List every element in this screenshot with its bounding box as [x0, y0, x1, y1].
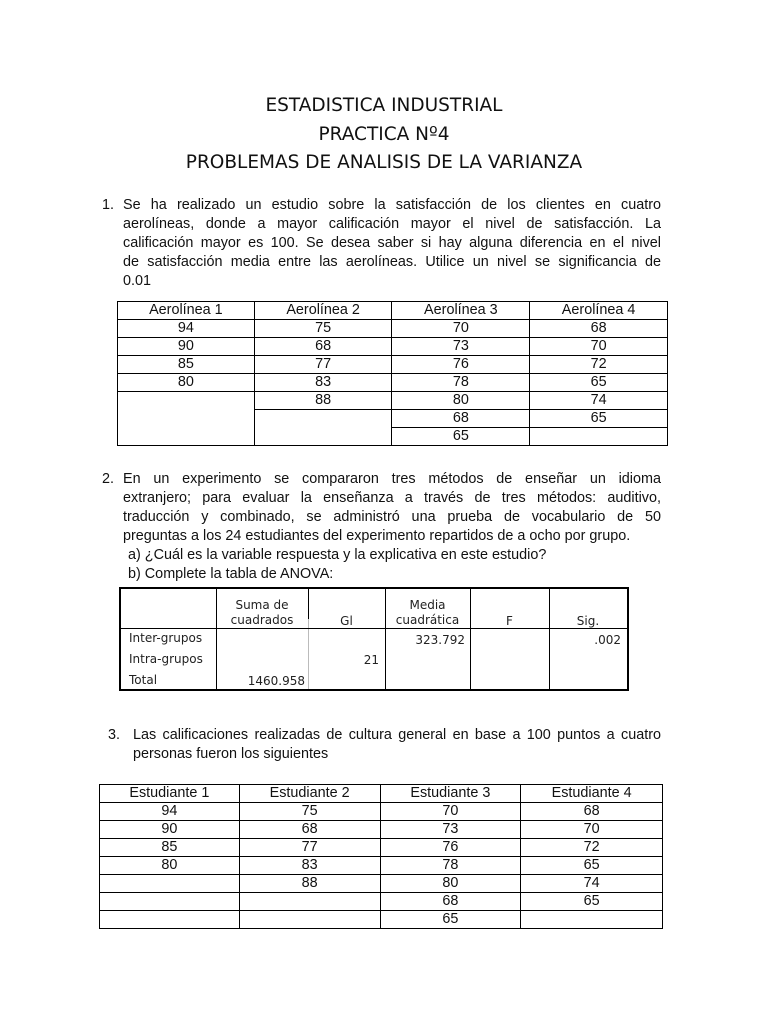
- table-cell: 80: [118, 374, 255, 392]
- anova-header-text: Media: [409, 598, 446, 612]
- table-cell: 85: [118, 356, 255, 374]
- table-cell: 77: [254, 356, 392, 374]
- table-cell: 70: [521, 821, 663, 839]
- problem-1-line: Se ha realizado un estudio sobre la satisfacción de los clientes en cuatro: [123, 197, 661, 213]
- problem-1-line: 0.01: [123, 273, 152, 289]
- anova-inter-media: 323.792: [415, 633, 465, 647]
- table-header-row: [100, 785, 663, 803]
- table-cell: 65: [380, 911, 521, 929]
- table-cell: 65: [521, 857, 663, 875]
- table-cell: 74: [521, 875, 663, 893]
- table-cell: 94: [118, 320, 255, 338]
- anova-header-media: [385, 598, 470, 628]
- table-cell: 83: [239, 857, 380, 875]
- table-row: [100, 893, 663, 911]
- table-row: [100, 839, 663, 857]
- table-row: [118, 320, 668, 338]
- anova-row-intra: Intra-grupos: [129, 652, 203, 666]
- table-cell: 68: [392, 410, 530, 428]
- anova-inter-sig: .002: [594, 633, 621, 647]
- table-cell-empty: [254, 410, 392, 446]
- table-cell: 74: [530, 392, 668, 410]
- table-cell: 70: [380, 803, 521, 821]
- problem-3-line: personas fueron los siguientes: [133, 746, 329, 762]
- anova-header-divider: [121, 628, 627, 629]
- anova-intra-gl: 21: [363, 653, 379, 667]
- table-cell: 75: [254, 320, 392, 338]
- table-cell: 68: [521, 803, 663, 821]
- anova-total-suma: 1460.958: [247, 674, 305, 688]
- anova-header-gl: Gl: [340, 614, 353, 628]
- column-header: Estudiante 1: [100, 785, 240, 803]
- problem-1-line: calificación mayor es 100. Se desea saber si hay alguna diferencia en el nivel: [123, 235, 661, 251]
- table-row: [118, 338, 668, 356]
- problem-2-text: [123, 470, 661, 546]
- table-cell: 65: [530, 374, 668, 392]
- table-cell-empty: [239, 893, 380, 911]
- column-header: Aerolínea 4: [530, 302, 668, 320]
- table-cell-empty: [100, 875, 240, 893]
- table-cell: 70: [530, 338, 668, 356]
- table-cell: 80: [392, 392, 530, 410]
- table-cell: 94: [100, 803, 240, 821]
- anova-divider: [470, 589, 471, 689]
- column-header: Estudiante 2: [239, 785, 380, 803]
- document-subtitle: PROBLEMAS DE ANALISIS DE LA VARIANZA: [185, 152, 583, 173]
- table-cell: 70: [392, 320, 530, 338]
- table-cell: 80: [380, 875, 521, 893]
- airline-scores-table: [117, 301, 668, 446]
- table-row: [100, 857, 663, 875]
- anova-row-total: Total: [129, 673, 158, 687]
- table-cell: 65: [392, 428, 530, 446]
- problem-1-text: [123, 196, 661, 291]
- anova-row-inter: Inter-grupos: [129, 631, 203, 645]
- table-cell-empty: [239, 911, 380, 929]
- table-row: [118, 374, 668, 392]
- table-cell-empty: [100, 893, 240, 911]
- anova-header-text: cuadrática: [395, 613, 460, 627]
- column-header: Aerolínea 1: [118, 302, 255, 320]
- table-cell: 80: [100, 857, 240, 875]
- column-header: Aerolínea 2: [254, 302, 392, 320]
- problem-2-line: preguntas a los 24 estudiantes del experimento repartidos de a ocho por grupo.: [123, 528, 631, 544]
- anova-header-suma: [216, 598, 308, 628]
- table-cell-empty: [521, 911, 663, 929]
- anova-header-f: F: [506, 614, 513, 628]
- problem-3-number: 3.: [108, 727, 121, 743]
- problem-2-line: traducción y combinado, se administró una prueba de vocabulario de 50: [123, 509, 661, 525]
- table-row: [100, 821, 663, 839]
- table-row: [100, 803, 663, 821]
- anova-header-text: Suma de: [235, 598, 289, 612]
- problem-2-item-b: b) Complete la tabla de ANOVA:: [128, 566, 334, 582]
- table-cell: 68: [239, 821, 380, 839]
- table-cell: 76: [392, 356, 530, 374]
- table-cell: 85: [100, 839, 240, 857]
- table-cell: 78: [380, 857, 521, 875]
- problem-2-number: 2.: [102, 471, 115, 487]
- table-row: [118, 392, 668, 410]
- column-header: Aerolínea 3: [392, 302, 530, 320]
- problem-1-line: de satisfacción media entre las aerolíneas. Utilice un nivel se significancia de: [123, 254, 661, 270]
- problem-1-line: aerolíneas, donde a mayor calificación mayor el nivel de satisfacción. La: [123, 216, 661, 232]
- student-scores-table: [99, 784, 663, 929]
- table-cell: 65: [530, 410, 668, 428]
- table-cell: 68: [254, 338, 392, 356]
- table-row: [100, 875, 663, 893]
- table-cell-empty: [530, 428, 668, 446]
- problem-2-line: extranjero; para evaluar la enseñanza a través de tres métodos: auditivo,: [123, 490, 661, 506]
- column-header: Estudiante 4: [521, 785, 663, 803]
- anova-header-text: cuadrados: [230, 613, 294, 627]
- table-cell: 73: [392, 338, 530, 356]
- table-cell: 90: [100, 821, 240, 839]
- table-cell: 65: [521, 893, 663, 911]
- anova-header-sig: Sig.: [576, 614, 600, 628]
- table-cell: 90: [118, 338, 255, 356]
- document-title: ESTADISTICA INDUSTRIAL: [265, 95, 503, 116]
- table-row: [100, 911, 663, 929]
- problem-3-line: Las calificaciones realizadas de cultura general en base a 100 puntos a cuatro: [133, 727, 661, 743]
- anova-table: [119, 587, 629, 691]
- practice-number: PRACTICA Nº4: [318, 124, 450, 145]
- problem-2-item-a: a) ¿Cuál es la variable respuesta y la explicativa en este estudio?: [128, 547, 547, 563]
- problem-3-text: [133, 726, 661, 764]
- table-cell-empty: [100, 911, 240, 929]
- table-cell: 77: [239, 839, 380, 857]
- table-cell: 73: [380, 821, 521, 839]
- table-cell: 88: [254, 392, 392, 410]
- table-cell: 68: [530, 320, 668, 338]
- table-cell: 75: [239, 803, 380, 821]
- table-header-row: [118, 302, 668, 320]
- column-header: Estudiante 3: [380, 785, 521, 803]
- table-cell: 76: [380, 839, 521, 857]
- table-row: [118, 356, 668, 374]
- problem-2-line: En un experimento se compararon tres métodos de enseñar un idioma: [123, 471, 661, 487]
- table-cell: 72: [521, 839, 663, 857]
- table-cell: 83: [254, 374, 392, 392]
- table-cell: 68: [380, 893, 521, 911]
- table-cell: 78: [392, 374, 530, 392]
- table-cell-empty: [118, 392, 255, 446]
- problem-1-number: 1.: [102, 197, 115, 213]
- table-cell: 72: [530, 356, 668, 374]
- table-cell: 88: [239, 875, 380, 893]
